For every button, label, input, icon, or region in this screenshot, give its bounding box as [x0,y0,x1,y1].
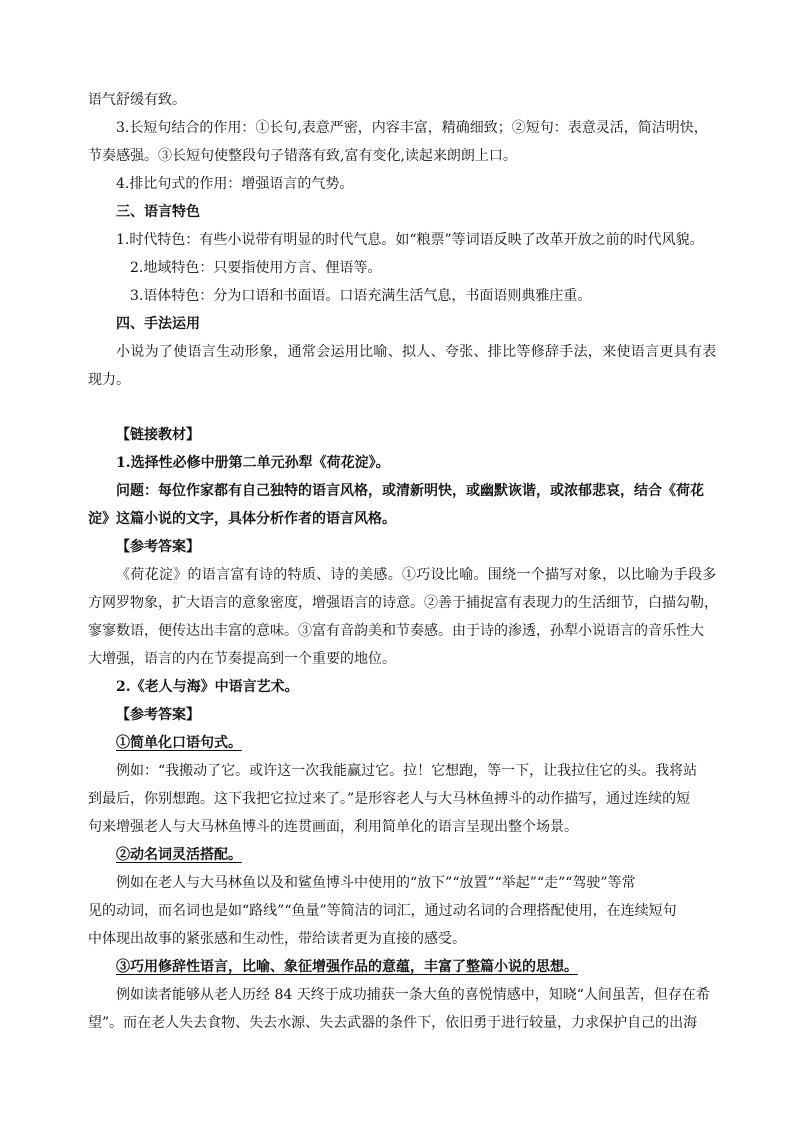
paragraph-line: 例如：“我搬动了它。或许这一次我能赢过它。拉！它想跑，等一下，让我拉住它的头。我将站 [116,763,698,779]
subpoint-heading: ①简单化口语句式。 [116,735,242,751]
section-heading: 四、手法运用 [116,316,200,332]
subpoint-heading: ③巧用修辞性语言，比喻、象征增强作品的意蕴，丰富了整篇小说的思想。 [116,959,578,975]
paragraph-line: 小说为了使语言生动形象，通常会运用比喻、拟人、夸张、排比等修辞手法，来使语言更具有表 [116,344,717,360]
question-text: 问题：每位作家都有自己独特的语言风格，或清新明快，或幽默诙谐，或浓郁悲哀，结合《荷花 [116,483,704,499]
paragraph-line: 3.语体特色：分为口语和书面语。口语充满生活气息，书面语则典雅庄重。 [130,288,592,304]
paragraph-line: 4.排比句式的作用：增强语言的气势。 [116,176,354,192]
paragraph-line: 节奏感强。③长短句使整段句子错落有致,富有变化,读起来朗朗上口。 [88,148,517,164]
paragraph-line: 句来增强老人与大马林鱼博斗的连贯画面，利用简单化的语言呈现出整个场景。 [88,819,578,835]
section-heading: 三、语言特色 [116,204,200,220]
paragraph-line: 见的动词，而名词也是如“路线”“鱼量”等简洁的词汇，通过动名词的合理搭配使用，在连续短句 [88,903,677,919]
paragraph-line: 3.长短句结合的作用：①长句,表意严密，内容丰富，精确细致；②短句：表意灵活，简洁明快， [116,120,708,136]
question-title: 1.选择性必修中册第二单元孙犁《荷花淀》。 [116,455,390,471]
question-title: 2.《老人与海》中语言艺术。 [116,679,299,695]
answer-heading: 【参考答案】 [116,707,200,723]
link-textbook-heading: 【链接教材】 [116,427,200,443]
subpoint-heading: ②动名词灵活搭配。 [116,847,242,863]
paragraph-line: 望”。而在老人失去食物、失去水源、失去武器的条件下，依旧勇于进行较量，力求保护自己的出海 [88,1015,698,1031]
paragraph-line: 中体现出故事的紧张感和生动性，带给读者更为直接的感受。 [88,931,466,947]
paragraph-line: 寥寥数语，便传达出丰富的意味。③富有音韵美和节奏感。由于诗的渗透，孙犁小说语言的音乐性大 [88,623,704,639]
paragraph-line: 《荷花淀》的语言富有诗的特质、诗的美感。①巧设比喻。围绕一个描写对象，以比喻为手段多 [116,567,717,583]
paragraph-line: 2.地域特色：只要指使用方言、俚语等。 [130,260,382,276]
paragraph-line: 语气舒缓有致。 [88,92,186,108]
paragraph-line: 到最后，你别想跑。这下我把它拉过来了。”是形容老人与大马林鱼搏斗的动作描写，通过连续的短 [88,791,691,807]
paragraph-line: 例如在老人与大马林鱼以及和鲨鱼博斗中使用的“放下”“放置”“举起”“走”“驾驶”等常 [116,875,636,891]
question-text: 淀》这篇小说的文字，具体分析作者的语言风格。 [88,511,396,527]
paragraph-line: 现力。 [88,372,130,388]
paragraph-line: 大增强，语言的内在节奏提高到一个重要的地位。 [88,651,396,667]
paragraph-line: 1.时代特色：有些小说带有明显的时代气息。如“粮票”等词语反映了改革开放之前的时代风貌。 [116,232,704,248]
paragraph-line: 方网罗物象，扩大语言的意象密度，增强语言的诗意。②善于捕捉富有表现力的生活细节，白描勾勒， [88,595,718,611]
answer-heading: 【参考答案】 [116,539,200,555]
paragraph-line: 例如读者能够从老人历经 84 天终于成功捕获一条大鱼的喜悦情感中，知晓“人间虽苦，但存在希 [116,987,710,1003]
